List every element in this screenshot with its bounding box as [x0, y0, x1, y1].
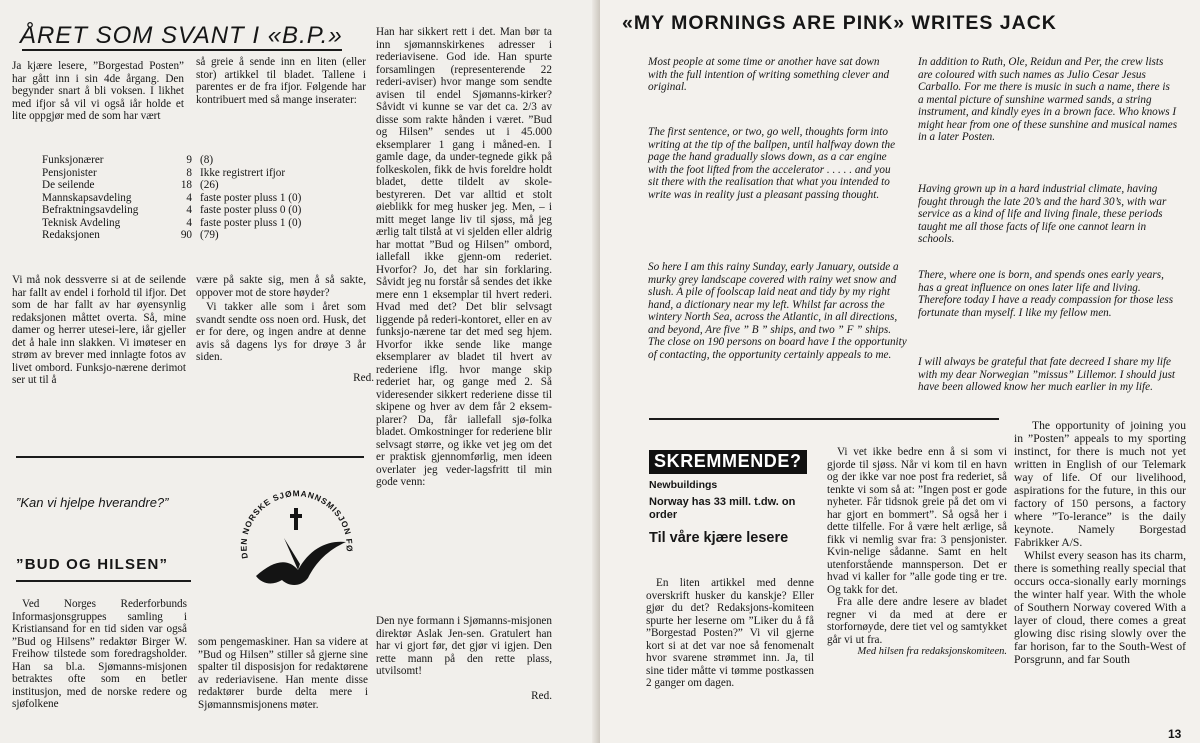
title-underline: [22, 49, 342, 51]
paragraph-seilende: Vi må nok dessverre si at de seilende har fallt av endel i forhold til ifjor. Det som de har fallt av har øyensynlig redaksjonen måttet overta. Så, mine damer og herrer utesei-lere, iår gjeller det å hale inn slakken. Vi imøteser en strøm av brever med innlagte fotos av livet ombord. Funksjo-nærene derimot ser ut til å: [12, 274, 186, 386]
bud-og-hilsen-column: Han har sikkert rett i det. Man bør ta inn sjømannskirkenes adresser i rederiavisene. God ide. Han spurte forsamlingen (representerende 22 rederi-aviser) hvor mange som sendte avisen til endel Sjømanns-kirker? Såvidt vi kunne se var det ca. 2/3 av disse som rakte hånden i været. ”Bud og Hilsen” sendes ut i 45.000 eksemplarer 1 gang i måned-en. I gamle dage, da under-tegnede gikk på folkeskolen, fikk de hvis foreldre holdt bladet, dette tildelt av skole-bestyreren. Det var alltid et stolt øieblikk for meg husker jeg. Men, – i mitt meget lange liv til sjøss, må jeg ærlig talt tilstå at vi sjelden eller aldrig har mottat ”Bud og Hilsen” ombord, iallefall ikke gjenn-om rederiet. Hvorfor? Jo, det har sin forklaring. Såvidt jeg nu forstår så sendes det ikke mere enn 1 eksemplar til hvert rederi. Hvad med det? Det blir selvsagt liggende på rederi-kontoret, eller en av funksjo-nærene tar det med seg hjem. Hvorfor ikke sende like mange eksemplarer av bladet til hvert av rederiene iflg. hvor mange skip rederiet har, og gange med 2. Så videresender sikkert rederiene disse til skipene og hver av dem får 2 eksem-plarer? Da, får iallefall sjø-folka bladet. Omkostninger for rederiene blir selvsagt større, og ikke vet jeg om det er praktisk gjennomførlig, men ideen overlater jeg veder-lagsfritt til min gode venn:: [376, 26, 552, 488]
committee-signature: Med hilsen fra redaksjonskomiteen.: [857, 646, 1007, 657]
table-row: De seilende 18: [42, 179, 192, 191]
jack-paragraph: There, where one is born, and spends ones early years, has a great influence on ones later life and living. Therefore today I have a ready compassion for those less fortunate than myself. I like my fellow men.: [918, 269, 1174, 319]
page-number: 13: [1168, 727, 1182, 741]
sjomannsmisjon-logo: [228, 478, 364, 628]
logo-lettering: DEN NORSKE SJØMANNSMISJON FØ: [238, 488, 355, 560]
table-row: Teknisk Avdeling 4: [42, 216, 192, 229]
paragraph-text: Den nye formann i Sjømanns-misjonen direktør Aslak Jen-sen. Gratulert han har vi gjort før, det gjør vi igjen. Den rette mann på den rette plass, utvilsomt!: [376, 615, 552, 677]
paragraph-text: The opportunity of joining you in ”Posten” appeals to my sporting instinct, for there is much not yet written in English of our Telemark way of life. Of our livelihood, aspirations for the future, in this our factory of 150 persons, a factory where ”To-lerance” is the daily keynote. Namely Borgestad Fabrikker A/S.: [1014, 419, 1186, 549]
paragraph-text: Vi vet ikke bedre enn å si som vi gjorde til sjøss. Når vi kom til en havn og der ikke var noe post fra rederiet, så tenkte vi som så at: ”Ingen post er gode nyheter. Får tidsnok greie på det om vi har gjort en bommert”. Så også her i dette tilfelle. For å være helt ærlige, så fikk vi nemlig svar fra: 3 pensjonister. Kvin-nelige sådanne. Samt en helt utenforstående mannsperson. Det er hvad vi kaller for ”alle gode ting er tre. Og takk for det.: [827, 446, 1007, 596]
jack-paragraph: I will always be grateful that fate decreed I share my life with my dear Norwegian ”missus” Lillemor. I should just have been allowed know her much earlier in my life.: [918, 356, 1176, 393]
heading-underline: [16, 580, 191, 582]
right-page: [600, 0, 1200, 743]
table-notes: [200, 154, 340, 242]
table-row: Mannskapsavdeling 4: [42, 191, 192, 204]
bud-og-hilsen-article-continued: som pengemaskiner. Han sa videre at ”Bud og Hilsen” stiller så gjerne sine spalter til disposisjon for redaktørene av rederiavisene. Han mente disse redaktører burde delta mere i Sjømannsmisjonens møter.: [198, 636, 368, 711]
paragraph-text: Vi takker alle som i året som svandt sendte oss noen ord. Husk, det er for dere, og ingen andre at denne avis så dagens lys for drøye 3 år siden.: [196, 301, 366, 363]
norway-headline: Norway has 33 mill. t.dw. on order: [649, 496, 796, 521]
skremmende-banner: SKREMMENDE?: [649, 450, 807, 474]
contribution-table: [42, 154, 192, 242]
jack-paragraph: Having grown up in a hard industrial climate, having fought through the late 20’s and the hard 30’s, with war service as a kind of life and living finale, these periods taught me all those facts of life one cannot learn in schools.: [918, 183, 1167, 245]
table-note: (26): [200, 179, 219, 191]
jack-paragraph: The first sentence, or two, go well, thoughts form into writing at the tip of the ballpen, until halfway down the page the hand gradually slows down, as a car engine with the foot lifted from the accelerator . . . . . and you sit there with the realisation that what you intended to write was in reality just a pleasant passing thought.: [648, 126, 896, 201]
table-note: faste poster pluss 0 (0): [200, 204, 302, 216]
bud-og-hilsen-heading: ”BUD OG HILSEN”: [16, 556, 169, 573]
intro-continuation: så greie å sende inn en liten (eller stor) artikkel til bladet. Tallene i parentes er de fra ifjor. Følgende har kontribuert med så mange inserater:: [196, 56, 366, 106]
paragraph-hoyder: [196, 274, 374, 384]
jack-paragraph: In addition to Ruth, Ole, Reidun and Per, the crew lists are coloured with such names as Julio Cesar Jesus Carballo. For me there is music in such a name, there is a mental picture of sunshine warmed sands, a string instrument, and kindly eyes in a brown face. Who knows I might hear from one of these sunshine and musical names in a later Posten.: [918, 56, 1178, 143]
jack-paragraph: Most people at some time or another have sat down with the full intention of writing something clever and original.: [648, 56, 890, 93]
table-row: Pensjonister 8: [42, 166, 192, 179]
signature-red: Red.: [353, 371, 374, 384]
signature-red: Red.: [531, 689, 552, 702]
quote-heading: ”Kan vi hjelpe hverandre?”: [16, 495, 169, 510]
bud-og-hilsen-closing: [376, 615, 552, 702]
left-article-title: ÅRET SOM SVANT I «B.P.»: [20, 22, 343, 49]
right-article-title: «MY MORNINGS ARE PINK» WRITES JACK: [622, 12, 1057, 34]
table-row: Redaksjonen 90: [42, 229, 192, 241]
paragraph-text: Fra alle dere andre lesere av bladet regner vi da med at dere er storfornøyde, dere tiet vel og samtykket går vi ut fra.: [827, 596, 1007, 646]
bud-og-hilsen-article: Ved Norges Rederforbunds Informasjonsgruppes samling i Kristiansand for en tid siden var også ”Bud og Hilsens” redaktør Birger W. Freihow tilstede som foredragsholder. Han sa bl.a. Sjømanns-misjonen betraktes ofte som en betler institusjon, med de norske redere og sjøfolkene: [12, 598, 187, 710]
table-note: faste poster pluss 1 (0): [200, 216, 302, 229]
telemark-article: [1014, 419, 1186, 666]
table-note: (79): [200, 229, 219, 241]
paragraph-text: være på sakte sig, men å så sakte, oppover mot de store høyder?: [196, 274, 366, 299]
leserne-article: En liten artikkel med denne overskrift husker du kanskje? Eller gjør du det? Redaksjons-komiteen spurte her leserne om ”Liker du å få ”Borgestad Posten?” Vi vil gjerne kort si at det var noe så fenomenalt hvor svarene strømmet inn. Ja, til sine tider måtte vi tømme postkassen 2 ganger om dagen.: [646, 577, 814, 689]
til-vare-headline: Til våre kjære lesere: [649, 530, 789, 546]
table-row: Befraktningsavdeling 4: [42, 204, 192, 216]
table-row: Funksjonærer 9: [42, 154, 192, 166]
paragraph-text: Whilst every season has its charm, there is something really special that occurs occa-sionally early mornings the winter half year. With the whole of Southern Norway covered With a layer of cloud, there comes a great glowing disc rising slowly over the far horison, far to the South-West of Porsgrunn, and far South: [1014, 549, 1186, 666]
table-note: faste poster pluss 1 (0): [200, 191, 302, 204]
newbuildings-label: Newbuildings: [649, 479, 718, 491]
jack-paragraph: So here I am this rainy Sunday, early January, outside a murky grey landscape covered with rainy wet snow and slush. A pile of foolscap laid neat and tidy by my right hand, a dictionary near my left. Whilst far across the wintery North Sea, across the Atlantic, in all directions, and beyond, Are five ” B ” ships, and two ” F ” ships. The close on 190 persons on board have I the opportunity of contacting, the opportunity certainly appeals to me.: [648, 261, 907, 361]
intro-paragraph: Ja kjære lesere, ”Borgestad Posten” har gått inn i sin 4de årgang. Den begynder snart å bli voksen. I likhet med ifjor så vil vi også iår holde et lite oppgjør med de som har vært: [12, 60, 184, 122]
leserne-article-continued: [827, 446, 1007, 659]
section-divider: [16, 456, 364, 458]
section-divider: [649, 418, 999, 420]
table-note: Ikke registrert ifjor: [200, 166, 286, 179]
table-note: (8): [200, 154, 214, 166]
